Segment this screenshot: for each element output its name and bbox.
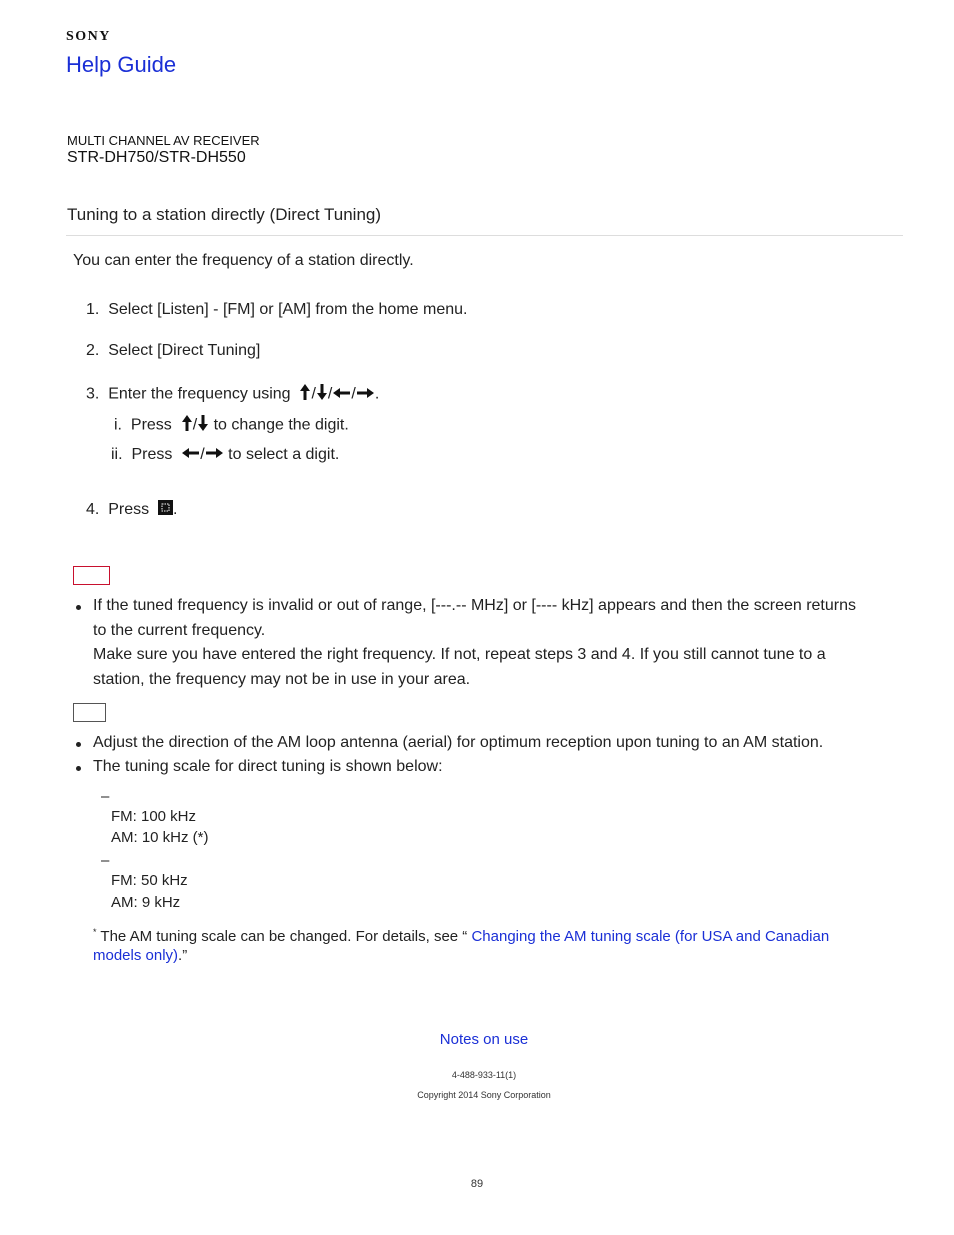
scale-dash: – [101, 788, 110, 805]
arrow-up-icon [181, 414, 193, 437]
step-text: Select [Direct Tuning] [108, 342, 261, 359]
intro-text: You can enter the frequency of a station directly. [73, 252, 414, 269]
arrow-right-icon [205, 446, 224, 464]
notes-on-use-link[interactable]: Notes on use [439, 1031, 529, 1048]
title-divider [66, 235, 903, 236]
scale-fm: FM: 50 kHz [111, 872, 188, 889]
footnote-line-2: models only).” [93, 947, 188, 964]
arrow-down-icon [197, 414, 209, 437]
copyright: Copyright 2014 Sony Corporation [417, 1090, 551, 1100]
step-text: Select [Listen] - [FM] or [AM] from the home menu. [108, 301, 468, 318]
product-category: MULTI CHANNEL AV RECEIVER [67, 133, 260, 148]
step-text: Enter the frequency using [108, 385, 291, 403]
scale-am: AM: 9 kHz [111, 894, 181, 911]
product-model: STR-DH750/STR-DH550 [67, 149, 246, 166]
document-id: 4-488-933-11(1) [451, 1070, 517, 1080]
substep-number: i. [114, 416, 122, 434]
step-2 [86, 342, 260, 360]
step-number: 1. [86, 301, 100, 318]
brand-logo: SONY [66, 29, 111, 44]
substep-number: ii. [111, 446, 123, 464]
page-number: 89 [470, 1178, 484, 1190]
arrow-up-icon [299, 383, 311, 406]
am-tuning-scale-link[interactable]: Changing the AM tuning scale (for USA and Canadian [471, 928, 830, 945]
bullet-dot [76, 742, 81, 747]
footnote: * The AM tuning scale can be changed. For details, see “ Changing the AM tuning scale (for USA and Canadian [93, 927, 830, 945]
enter-button-icon [158, 500, 173, 520]
note-label-box [73, 566, 110, 585]
step-3: 3. Enter the frequency using / / / . [86, 383, 379, 406]
step-number: 2. [86, 342, 100, 359]
hint-label-box [73, 703, 106, 722]
hint-bullet-1: Adjust the direction of the AM loop antenna (aerial) for optimum reception upon tuning to an AM station. [93, 734, 824, 751]
substep-i: i. Press / to change the digit. [114, 414, 349, 437]
scale-fm: FM: 100 kHz [111, 808, 197, 825]
page-title: Tuning to a station directly (Direct Tuning) [67, 205, 382, 224]
scale-dash: – [101, 852, 110, 869]
note-bullet-1: If the tuned frequency is invalid or out of range, [---.-- MHz] or [---- kHz] appears and then the screen returns to the current frequency. Make sure you have entered the right frequency. If not, repeat steps 3 and 4. If you still cannot tune to a station, the frequency may not be in use in your area. [93, 597, 856, 688]
step-number: 3. [86, 385, 100, 403]
help-guide-link[interactable]: Help Guide [66, 52, 177, 77]
substep-ii: ii. Press / to select a digit. [111, 446, 340, 464]
bullet-dot [76, 766, 81, 771]
arrow-right-icon [356, 386, 375, 404]
step-text: Press [108, 501, 150, 519]
scale-am: AM: 10 kHz (*) [111, 829, 209, 846]
arrow-down-icon [316, 383, 328, 406]
hint-bullet-2: The tuning scale for direct tuning is shown below: [93, 758, 443, 775]
step-1 [86, 301, 467, 319]
arrow-left-icon [181, 446, 200, 464]
arrow-left-icon [332, 386, 351, 404]
step-4: 4. Press . [86, 501, 178, 519]
step-number: 4. [86, 501, 100, 519]
am-tuning-scale-link-cont[interactable]: models only) [93, 947, 179, 964]
bullet-dot [76, 605, 81, 610]
